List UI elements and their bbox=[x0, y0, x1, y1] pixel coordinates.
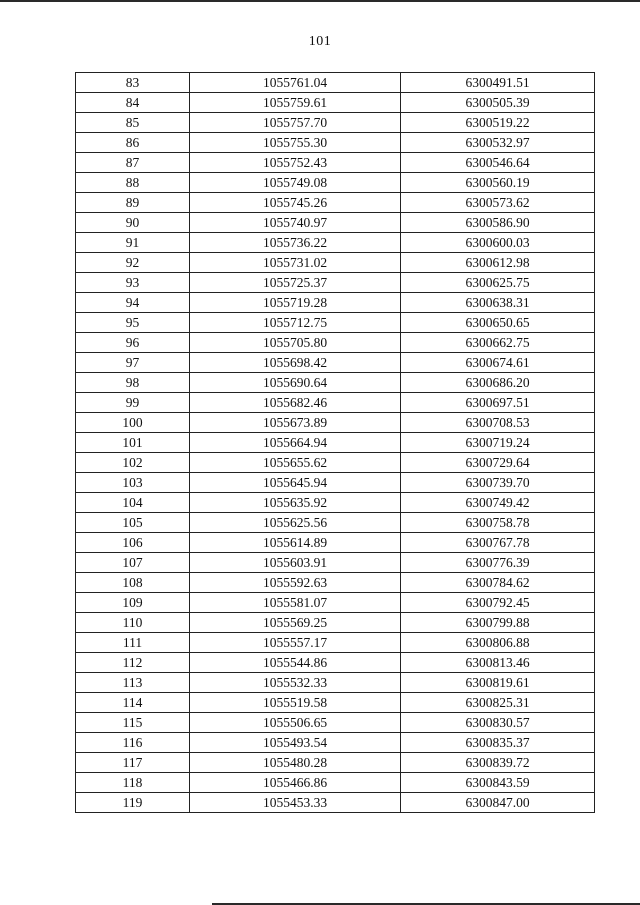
x-coordinate-cell: 1055544.86 bbox=[190, 653, 401, 673]
table-row bbox=[76, 113, 595, 133]
y-coordinate-cell: 6300708.53 bbox=[401, 413, 595, 433]
table-row bbox=[76, 233, 595, 253]
x-coordinate-cell: 1055755.30 bbox=[190, 133, 401, 153]
table-row bbox=[76, 493, 595, 513]
point-number-cell: 103 bbox=[76, 473, 190, 493]
y-coordinate-cell: 6300650.65 bbox=[401, 313, 595, 333]
y-coordinate-cell: 6300625.75 bbox=[401, 273, 595, 293]
x-coordinate-cell: 1055761.04 bbox=[190, 73, 401, 93]
y-coordinate-cell: 6300843.59 bbox=[401, 773, 595, 793]
x-coordinate-cell: 1055682.46 bbox=[190, 393, 401, 413]
x-coordinate-cell: 1055453.33 bbox=[190, 793, 401, 813]
y-coordinate-cell: 6300825.31 bbox=[401, 693, 595, 713]
point-number-cell: 102 bbox=[76, 453, 190, 473]
table-row bbox=[76, 393, 595, 413]
table-row bbox=[76, 73, 595, 93]
y-coordinate-cell: 6300662.75 bbox=[401, 333, 595, 353]
y-coordinate-cell: 6300847.00 bbox=[401, 793, 595, 813]
table-row bbox=[76, 773, 595, 793]
x-coordinate-cell: 1055569.25 bbox=[190, 613, 401, 633]
point-number-cell: 85 bbox=[76, 113, 190, 133]
point-number-cell: 105 bbox=[76, 513, 190, 533]
table-row bbox=[76, 533, 595, 553]
point-number-cell: 113 bbox=[76, 673, 190, 693]
point-number-cell: 89 bbox=[76, 193, 190, 213]
table-row bbox=[76, 793, 595, 813]
table-row bbox=[76, 653, 595, 673]
point-number-cell: 100 bbox=[76, 413, 190, 433]
point-number-cell: 97 bbox=[76, 353, 190, 373]
point-number-cell: 117 bbox=[76, 753, 190, 773]
point-number-cell: 101 bbox=[76, 433, 190, 453]
point-number-cell: 92 bbox=[76, 253, 190, 273]
point-number-cell: 112 bbox=[76, 653, 190, 673]
y-coordinate-cell: 6300686.20 bbox=[401, 373, 595, 393]
table-row bbox=[76, 593, 595, 613]
x-coordinate-cell: 1055506.65 bbox=[190, 713, 401, 733]
table-row bbox=[76, 753, 595, 773]
y-coordinate-cell: 6300586.90 bbox=[401, 213, 595, 233]
point-number-cell: 108 bbox=[76, 573, 190, 593]
x-coordinate-cell: 1055466.86 bbox=[190, 773, 401, 793]
x-coordinate-cell: 1055745.26 bbox=[190, 193, 401, 213]
table-row bbox=[76, 213, 595, 233]
table-row bbox=[76, 273, 595, 293]
y-coordinate-cell: 6300505.39 bbox=[401, 93, 595, 113]
table-row bbox=[76, 133, 595, 153]
point-number-cell: 96 bbox=[76, 333, 190, 353]
x-coordinate-cell: 1055603.91 bbox=[190, 553, 401, 573]
y-coordinate-cell: 6300532.97 bbox=[401, 133, 595, 153]
table-row bbox=[76, 513, 595, 533]
y-coordinate-cell: 6300560.19 bbox=[401, 173, 595, 193]
point-number-cell: 109 bbox=[76, 593, 190, 613]
y-coordinate-cell: 6300806.88 bbox=[401, 633, 595, 653]
x-coordinate-cell: 1055725.37 bbox=[190, 273, 401, 293]
y-coordinate-cell: 6300674.61 bbox=[401, 353, 595, 373]
y-coordinate-cell: 6300729.64 bbox=[401, 453, 595, 473]
y-coordinate-cell: 6300792.45 bbox=[401, 593, 595, 613]
point-number-cell: 90 bbox=[76, 213, 190, 233]
x-coordinate-cell: 1055690.64 bbox=[190, 373, 401, 393]
y-coordinate-cell: 6300739.70 bbox=[401, 473, 595, 493]
x-coordinate-cell: 1055731.02 bbox=[190, 253, 401, 273]
table-row bbox=[76, 713, 595, 733]
point-number-cell: 111 bbox=[76, 633, 190, 653]
y-coordinate-cell: 6300758.78 bbox=[401, 513, 595, 533]
point-number-cell: 110 bbox=[76, 613, 190, 633]
point-number-cell: 107 bbox=[76, 553, 190, 573]
x-coordinate-cell: 1055645.94 bbox=[190, 473, 401, 493]
page-number: 101 bbox=[308, 34, 332, 49]
point-number-cell: 93 bbox=[76, 273, 190, 293]
table-row bbox=[76, 153, 595, 173]
x-coordinate-cell: 1055673.89 bbox=[190, 413, 401, 433]
x-coordinate-cell: 1055532.33 bbox=[190, 673, 401, 693]
table-row bbox=[76, 433, 595, 453]
point-number-cell: 88 bbox=[76, 173, 190, 193]
y-coordinate-cell: 6300519.22 bbox=[401, 113, 595, 133]
table-row bbox=[76, 333, 595, 353]
coordinates-table-body bbox=[76, 73, 595, 813]
y-coordinate-cell: 6300767.78 bbox=[401, 533, 595, 553]
table-row bbox=[76, 573, 595, 593]
x-coordinate-cell: 1055705.80 bbox=[190, 333, 401, 353]
y-coordinate-cell: 6300813.46 bbox=[401, 653, 595, 673]
table-row bbox=[76, 633, 595, 653]
x-coordinate-cell: 1055712.75 bbox=[190, 313, 401, 333]
y-coordinate-cell: 6300600.03 bbox=[401, 233, 595, 253]
table-row bbox=[76, 173, 595, 193]
table-row bbox=[76, 673, 595, 693]
y-coordinate-cell: 6300835.37 bbox=[401, 733, 595, 753]
x-coordinate-cell: 1055655.62 bbox=[190, 453, 401, 473]
point-number-cell: 84 bbox=[76, 93, 190, 113]
point-number-cell: 87 bbox=[76, 153, 190, 173]
x-coordinate-cell: 1055736.22 bbox=[190, 233, 401, 253]
point-number-cell: 114 bbox=[76, 693, 190, 713]
y-coordinate-cell: 6300749.42 bbox=[401, 493, 595, 513]
table-row bbox=[76, 473, 595, 493]
x-coordinate-cell: 1055625.56 bbox=[190, 513, 401, 533]
table-row bbox=[76, 293, 595, 313]
coordinates-table bbox=[75, 72, 595, 813]
point-number-cell: 91 bbox=[76, 233, 190, 253]
point-number-cell: 106 bbox=[76, 533, 190, 553]
point-number-cell: 119 bbox=[76, 793, 190, 813]
x-coordinate-cell: 1055557.17 bbox=[190, 633, 401, 653]
table-row bbox=[76, 373, 595, 393]
y-coordinate-cell: 6300638.31 bbox=[401, 293, 595, 313]
table-row bbox=[76, 693, 595, 713]
y-coordinate-cell: 6300776.39 bbox=[401, 553, 595, 573]
point-number-cell: 95 bbox=[76, 313, 190, 333]
x-coordinate-cell: 1055740.97 bbox=[190, 213, 401, 233]
x-coordinate-cell: 1055719.28 bbox=[190, 293, 401, 313]
table-row bbox=[76, 553, 595, 573]
point-number-cell: 98 bbox=[76, 373, 190, 393]
x-coordinate-cell: 1055752.43 bbox=[190, 153, 401, 173]
table-row bbox=[76, 613, 595, 633]
point-number-cell: 118 bbox=[76, 773, 190, 793]
y-coordinate-cell: 6300573.62 bbox=[401, 193, 595, 213]
y-coordinate-cell: 6300839.72 bbox=[401, 753, 595, 773]
x-coordinate-cell: 1055664.94 bbox=[190, 433, 401, 453]
x-coordinate-cell: 1055757.70 bbox=[190, 113, 401, 133]
y-coordinate-cell: 6300819.61 bbox=[401, 673, 595, 693]
y-coordinate-cell: 6300546.64 bbox=[401, 153, 595, 173]
x-coordinate-cell: 1055581.07 bbox=[190, 593, 401, 613]
point-number-cell: 104 bbox=[76, 493, 190, 513]
x-coordinate-cell: 1055519.58 bbox=[190, 693, 401, 713]
point-number-cell: 94 bbox=[76, 293, 190, 313]
table-row bbox=[76, 413, 595, 433]
point-number-cell: 86 bbox=[76, 133, 190, 153]
point-number-cell: 99 bbox=[76, 393, 190, 413]
y-coordinate-cell: 6300697.51 bbox=[401, 393, 595, 413]
table-row bbox=[76, 253, 595, 273]
y-coordinate-cell: 6300612.98 bbox=[401, 253, 595, 273]
table-row bbox=[76, 193, 595, 213]
y-coordinate-cell: 6300784.62 bbox=[401, 573, 595, 593]
x-coordinate-cell: 1055592.63 bbox=[190, 573, 401, 593]
y-coordinate-cell: 6300491.51 bbox=[401, 73, 595, 93]
y-coordinate-cell: 6300830.57 bbox=[401, 713, 595, 733]
x-coordinate-cell: 1055635.92 bbox=[190, 493, 401, 513]
table-row bbox=[76, 453, 595, 473]
y-coordinate-cell: 6300799.88 bbox=[401, 613, 595, 633]
point-number-cell: 115 bbox=[76, 713, 190, 733]
x-coordinate-cell: 1055749.08 bbox=[190, 173, 401, 193]
point-number-cell: 83 bbox=[76, 73, 190, 93]
y-coordinate-cell: 6300719.24 bbox=[401, 433, 595, 453]
x-coordinate-cell: 1055698.42 bbox=[190, 353, 401, 373]
page-top-edge bbox=[0, 0, 640, 2]
point-number-cell: 116 bbox=[76, 733, 190, 753]
table-row bbox=[76, 733, 595, 753]
x-coordinate-cell: 1055480.28 bbox=[190, 753, 401, 773]
x-coordinate-cell: 1055614.89 bbox=[190, 533, 401, 553]
table-row bbox=[76, 353, 595, 373]
table-row bbox=[76, 313, 595, 333]
x-coordinate-cell: 1055493.54 bbox=[190, 733, 401, 753]
x-coordinate-cell: 1055759.61 bbox=[190, 93, 401, 113]
table-row bbox=[76, 93, 595, 113]
